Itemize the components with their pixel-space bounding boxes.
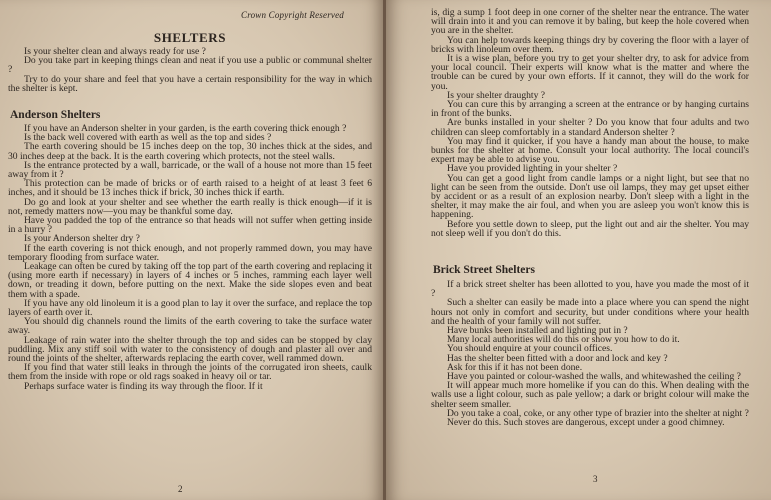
page-title: SHELTERS (153, 30, 227, 45)
paragraph: Such a shelter can easily be made into a place where you can spend the night hours not only in comfort and security, but under conditions where your health and the health of your family will not suffer. (431, 297, 749, 327)
paragraph: Are bunks installed in your shelter ? Do you know that four adults and two children can sleep comfortably in a standard Anderson shelter ? (431, 117, 749, 138)
intro-block (8, 47, 372, 93)
paragraph: Have you painted or colour-washed the walls, and whitewashed the ceiling ? (447, 371, 741, 383)
brick-block (431, 280, 749, 427)
paragraph: You can get a good light from candle lamps or a night light, but see that no light can be seen from the outside. Don't use oil lamps, they may get upset either by accident or as a result of an explosion nearby. Don't sleep with a light in the shelter, it may make the air foul, and when you are asleep you won't know this is happening. (431, 172, 749, 221)
paragraph: Have bunks been installed and lighting put in ? (447, 325, 628, 337)
section-heading-brick-street: Brick Street Shelters (433, 264, 535, 276)
paragraph: If you have an Anderson shelter in your garden, is the earth covering thick enough ? (24, 123, 347, 134)
paragraph: You can cure this by arranging a screen at the entrance or by hanging curtains in front of the bunks. (431, 99, 749, 120)
copyright-notice: Crown Copyright Reserved (241, 10, 344, 20)
paragraph: Ask for this if it has not been done. (447, 361, 583, 373)
paragraph: You can help towards keeping things dry by covering the floor with a layer of bricks with linoleum over them. (431, 34, 749, 55)
paragraph: If you have any old linoleum it is a good plan to lay it over the surface, and replace the top layers of earth over it. (8, 297, 372, 319)
anderson-block (8, 124, 372, 391)
paragraph: Is the back well covered with earth as well as the top and sides ? (24, 132, 272, 144)
paragraph: It will appear much more homelike if you can do this. When dealing with the walls use a light colour, such as pale yellow; a dark or bright colour will make the shelter seem smaller. (431, 380, 749, 410)
page-number: 2 (178, 484, 183, 494)
paragraph: Have you padded the top of the entrance so that heads will not suffer when getting inside in a hurry ? (8, 215, 372, 236)
paragraph: Never do this. Such stoves are dangerous, except under a good chimney. (447, 417, 725, 429)
section-heading-anderson: Anderson Shelters (10, 109, 101, 121)
paragraph: This protection can be made of bricks or of earth raised to a height of at least 3 feet 6 inches, and it should be 13 inches thick if brick, 30 inches thick if earth. (8, 178, 372, 199)
paragraph: Have you provided lighting in your shelter ? (447, 163, 618, 175)
paragraph: You should dig channels round the limits of the earth covering to take the surface water away. (8, 316, 372, 337)
paragraph: is, dig a sump 1 foot deep in one corner of the shelter near the entrance. The water will drain into it and you can remove it by baling, but keep the hole covered when you are in the shelter. (431, 7, 749, 37)
paragraph: You may find it quicker, if you have a handy man about the house, to make bunks for the shelter at home. Consult your local authority. The local council's expert may be able to advise you. (431, 135, 749, 166)
paragraph: Do you take a coal, coke, or any other type of brazier into the shelter at night ? (447, 407, 749, 419)
continuation-block (431, 8, 749, 238)
paragraph: Before you settle down to sleep, put the light out and air the shelter. You may not sleep well if you don't do this. (431, 218, 749, 239)
paragraph: Is the entrance protected by a wall, barricade, or the wall of a house not more than 15 feet away from it ? (8, 159, 372, 181)
paragraph: Has the shelter been fitted with a door and lock and key ? (447, 352, 668, 364)
right-page (386, 0, 771, 500)
paragraph: Leakage can often be cured by taking off the top part of the earth covering and replacing it (using more earth if necessary) in layers of 4 inches or 5 inches, ramming each layer well down, or treading it down, before putting on the next. Make the side slopes even and beat them with a spade. (8, 261, 372, 300)
page-number: 3 (593, 474, 598, 484)
paragraph: If you find that water still leaks in through the joints of the corrugated iron sheets, caulk them from the inside with rope or old rags soaked in heavy oil or tar. (8, 362, 372, 383)
paragraph: Perhaps surface water is finding its way through the floor. If it (24, 380, 263, 392)
paragraph: It is a wise plan, before you try to get your shelter dry, to ask for advice from your local council. Their experts will know what is the matter and where the trouble can be cured by your own efforts. If it cannot, they will do the work for you. (431, 53, 749, 92)
paragraph: Is your shelter draughty ? (447, 89, 546, 101)
paragraph: If the earth covering is not thick enough, and not properly rammed down, you may have temporary flooding from surface water. (8, 242, 372, 263)
paragraph: Try to do your share and feel that you have a certain responsibility for the way in which the shelter is kept. (8, 73, 372, 94)
paragraph: If a brick street shelter has been allotted to you, have you made the most of it ? (431, 279, 749, 300)
paragraph: Is your shelter clean and always ready for use ? (24, 46, 206, 57)
paragraph: The earth covering should be 15 inches deep on the top, 30 inches thick at the sides, and 30 inches deep at the back. It is the earth covering which protects, not the steel walls. (8, 141, 372, 162)
left-page (0, 0, 384, 500)
paragraph: Is your Anderson shelter dry ? (24, 233, 140, 245)
paragraph: Do you take part in keeping things clean and neat if you use a public or communal shelter ? (8, 55, 372, 76)
paragraph: Many local authorities will do this or show you how to do it. (447, 334, 680, 346)
paragraph: Do go and look at your shelter and see whether the earth really is thick enough—if it is not, remedy matters now—you may be thankful some day. (8, 196, 372, 217)
paragraph: Leakage of rain water into the shelter through the top and sides can be stopped by clay puddling. Mix any stiff soil with water to the consistency of dough and plaster all over and round the joints of the shelter, afterwards replacing the earth cover, well rammed down. (8, 334, 372, 365)
paragraph: You should enquire at your council offices. (447, 343, 613, 355)
